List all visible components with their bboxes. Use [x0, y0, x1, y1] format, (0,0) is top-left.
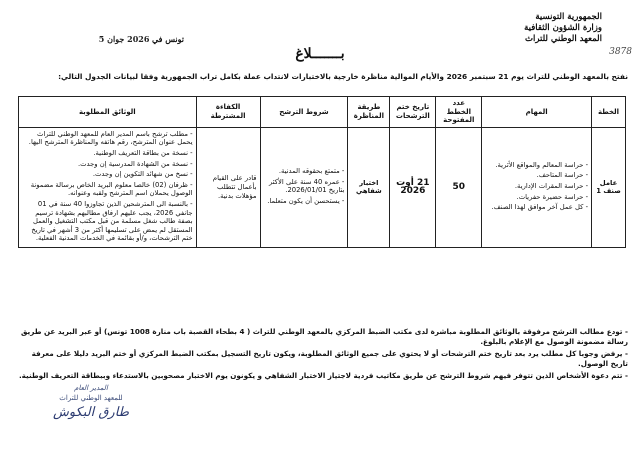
stamp-title: المدير العام: [74, 384, 108, 392]
cell-positions: 50: [436, 127, 482, 247]
condition-item: - يستحسن أن يكون متعلما.: [267, 196, 345, 205]
reference-number: 3878: [609, 47, 632, 57]
signature-stamp: [36, 384, 146, 436]
letterhead: [442, 12, 602, 45]
date-stamp: 2026 جوان 5: [98, 34, 150, 44]
col-header-plan: الخطة: [592, 97, 626, 128]
condition-item: - متمتع بحقوقه المدنية.: [278, 167, 345, 176]
note-item: - تودع مطالب الترشح مرفوقة بالوثائق المطلوبة مباشرة لدى مكتب الضبط المركزي بالمعهد الوطني للتراث ( 4 بطحاء القصبة باب منارة 1008 تونس) أو عبر البريد عن طريق رسالة مضمونة الوصول مع الإعلام بالبلوغ.: [21, 327, 628, 346]
col-header-positions: عدد الخطط المفتوحة: [436, 97, 482, 128]
institute-name: المعهد الوطني للتراث: [524, 34, 602, 44]
task-item: - حراسة المتاحف.: [536, 171, 589, 180]
note-item: - تتم دعوة الأشخاص الذين تتوفر فيهم شروط الترشح عن طريق مكاتيب فردية لاجتياز الاختبار الشفاهي و يكونون يوم الاختبار مصحوبين بالاستدعاء وببطاقة التعريف الوطنية.: [18, 371, 628, 381]
place-label: تونس في: [151, 34, 184, 44]
cell-method: اختبار شفاهي: [348, 127, 390, 247]
cell-documents: [19, 127, 197, 247]
col-header-documents: الوثائق المطلوبة: [19, 97, 197, 128]
document-item: - نسخة من بطاقة التعريف الوطنية.: [93, 148, 193, 157]
col-header-competence: الكفاءة المشترطة: [196, 97, 260, 128]
recruitment-table: [18, 96, 626, 248]
document-item: - ظرفان (02) خالصا معلوم البريد الخاص برسالة مضمونة الوصول يحملان اسم المترشح ولقبه وعنوانه.: [30, 180, 193, 198]
document-title: بـــــــلاغ: [295, 46, 345, 62]
document-item: - مطلب ترشح باسم المدير العام للمعهد الوطني للتراث يحمل عنوان المترشح، رقم هاتفه والمناظرة المترشح اليها.: [28, 129, 193, 147]
cell-tasks: [482, 127, 592, 247]
document-item: - نسخ من شهائد التكوين إن وجدت.: [92, 170, 193, 179]
notes-section: [18, 327, 628, 384]
table-row: [19, 127, 626, 247]
date-line: [64, 34, 184, 44]
col-header-deadline: تاريخ ختم الترشحات: [390, 97, 436, 128]
document-item: - بالنسبة الى المترشحين الذين تجاوزوا 40 سنة في 01 جانفي 2026، يجب عليهم ارفاق مطالبهم بشهادة ترسيم بصفة طالب شغل مسلمة من قبل مكتب التشغيل والعمل المستقل لم يمض على تسليمها أكثر من 3 أشهر في تاريخ ختم الترشحات، و/أو بقائمة في الخدمات المدنية الفعلية.: [31, 199, 193, 243]
table-header-row: [19, 97, 626, 128]
task-item: - حراسة المقرات الإدارية.: [514, 182, 589, 191]
task-item: - حراسة المعالم والمواقع الأثرية.: [495, 160, 589, 169]
condition-item: - عمره 40 سنة على الأكثر بتاريخ 2026/01/01.: [268, 177, 345, 195]
col-header-conditions: شروط الترشح: [260, 97, 348, 128]
stamp-institute: للمعهد الوطني للتراث: [59, 394, 123, 402]
intro-paragraph: نفتح بالمعهد الوطني للتراث يوم 21 سبتمبر 2026 والأيام الموالية مناظرة خارجية بالاختبارات لانتداب عملة بكامل تراب الجمهورية وفقا لبيانات الجدول التالي:: [58, 72, 628, 81]
cell-conditions: [260, 127, 348, 247]
task-item: - حراسة حضيرة حفريات.: [516, 192, 589, 201]
cell-deadline: 21 أوت 2026: [390, 127, 436, 247]
task-item: - كل عمل آخر موافق لهذا الصنف.: [491, 203, 589, 212]
cell-competence: قادر على القيام بأعمال تتطلب مؤهلات بدنية.: [196, 127, 260, 247]
col-header-method: طريقة المناظرة: [348, 97, 390, 128]
cell-plan: عامل صنف 1: [592, 127, 626, 247]
republic-name: الجمهورية التونسية: [535, 12, 602, 22]
note-item: - يرفض وجوبا كل مطلب يرد بعد تاريخ ختم الترشحات أو لا يحتوي على جميع الوثائق المطلوبة، ويكون تاريخ التسجيل بمكتب الضبط المركزي أو ختم البريد دليلا على معرفة تاريخ الوصول.: [31, 349, 628, 368]
signature: طارق البكوش: [52, 405, 130, 420]
document-item: - نسخة من الشهادة المدرسية إن وجدت.: [77, 159, 193, 168]
ministry-name: وزارة الشؤون الثقافية: [524, 23, 602, 33]
col-header-tasks: المهام: [482, 97, 592, 128]
